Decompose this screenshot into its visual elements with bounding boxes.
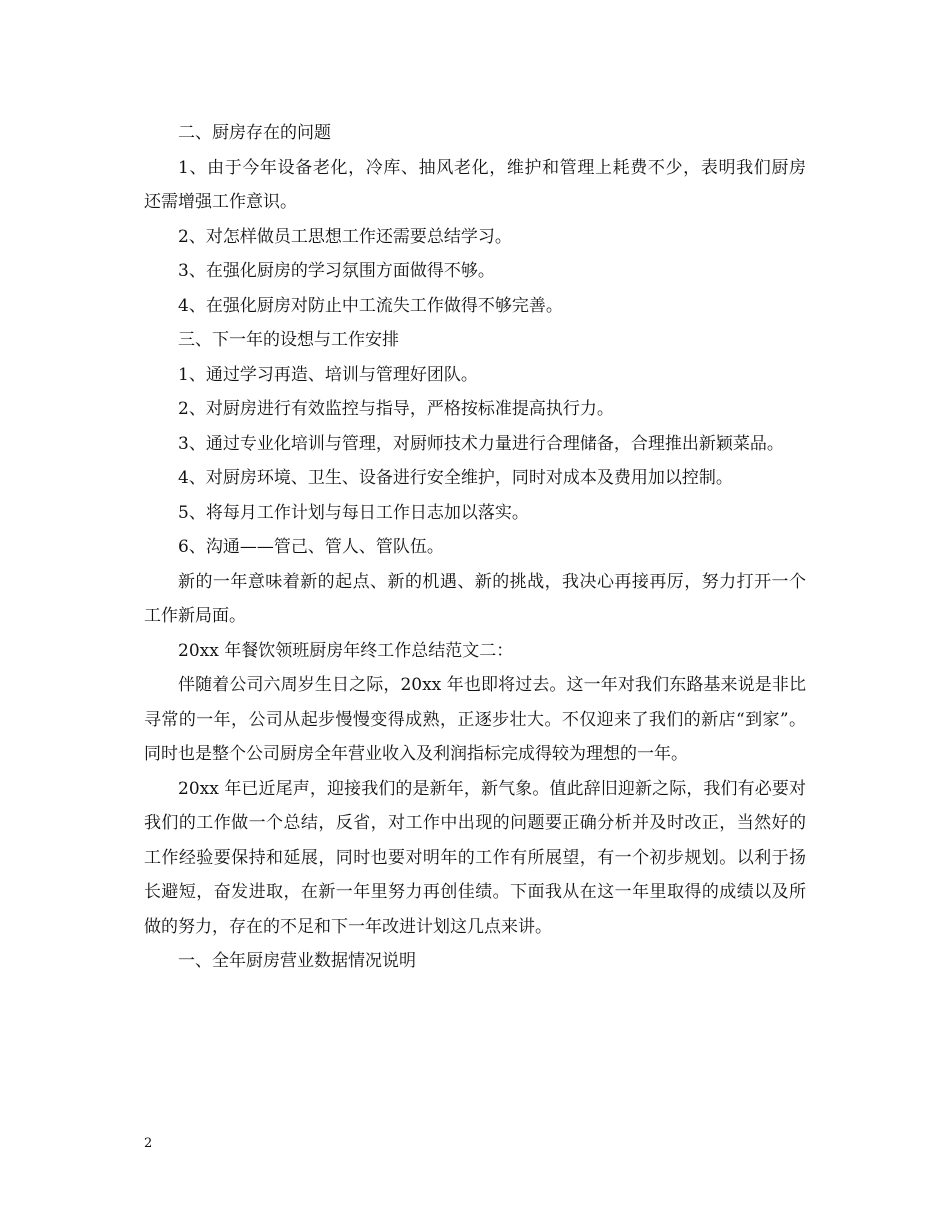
document-body	[144, 116, 806, 979]
section-heading-next-year-plan: 三、下一年的设想与工作安排	[178, 330, 399, 350]
page-number: 2	[144, 1136, 153, 1151]
paragraph-plan-2: 2、对厨房进行有效监控与指导，严格按标准提高执行力。	[178, 399, 614, 419]
paragraph-plan-5: 5、将每月工作计划与每日工作日志加以落实。	[178, 502, 529, 523]
paragraph-year-end-review: 20xx 年已近尾声，迎接我们的是新年，新气象。值此辞旧迎新之际，我们有必要对我们的工作做一个总结，反省，对工作中出现的问题要正确分析并及时改正，当然好的工作经验要保持和延展，同时也要对明年的工作有所展望，有一个初步规划。以利于扬长避短，奋发进取，在新一年里努力再创佳绩。下面我从在这一年里取得的成绩以及所做的努力，存在的不足和下一年改进计划这几点来讲。	[144, 778, 806, 937]
sample-two-title: 20xx 年餐饮领班厨房年终工作总结范文二：	[178, 640, 514, 661]
section-heading-annual-data: 一、全年厨房营业数据情况说明	[178, 951, 416, 971]
paragraph-new-year-resolve: 新的一年意味着新的起点、新的机遇、新的挑战，我决心再接再厉，努力打开一个工作新局面。	[144, 571, 806, 626]
paragraph-plan-6: 6、沟通——管己、管人、管队伍。	[178, 537, 444, 557]
paragraph-company-anniversary: 伴随着公司六周岁生日之际，20xx 年也即将过去。这一年对我们东路基来说是非比寻常的一年，公司从起步慢慢变得成熟，正逐步壮大。不仅迎来了我们的新店“到家”。同时也是整个公司厨房全年营业收入及利润指标完成得较为理想的一年。	[144, 675, 806, 764]
paragraph-problem-2: 2、对怎样做员工思想工作还需要总结学习。	[178, 226, 512, 247]
section-heading-kitchen-problems: 二、厨房存在的问题	[178, 123, 331, 143]
paragraph-plan-1: 1、通过学习再造、培训与管理好团队。	[178, 364, 478, 385]
paragraph-plan-3: 3、通过专业化培训与管理，对厨师技术力量进行合理储备，合理推出新颖菜品。	[178, 433, 784, 454]
paragraph-problem-1: 1、由于今年设备老化，冷库、抽风老化，维护和管理上耗费不少，表明我们厨房 还需增强工作意识。	[144, 157, 806, 212]
paragraph-plan-4: 4、对厨房环境、卫生、设备进行安全维护，同时对成本及费用加以控制。	[178, 468, 733, 488]
paragraph-problem-3: 3、在强化厨房的学习氛围方面做得不够。	[178, 261, 495, 281]
paragraph-problem-4: 4、在强化厨房对防止中工流失工作做得不够完善。	[178, 295, 563, 316]
